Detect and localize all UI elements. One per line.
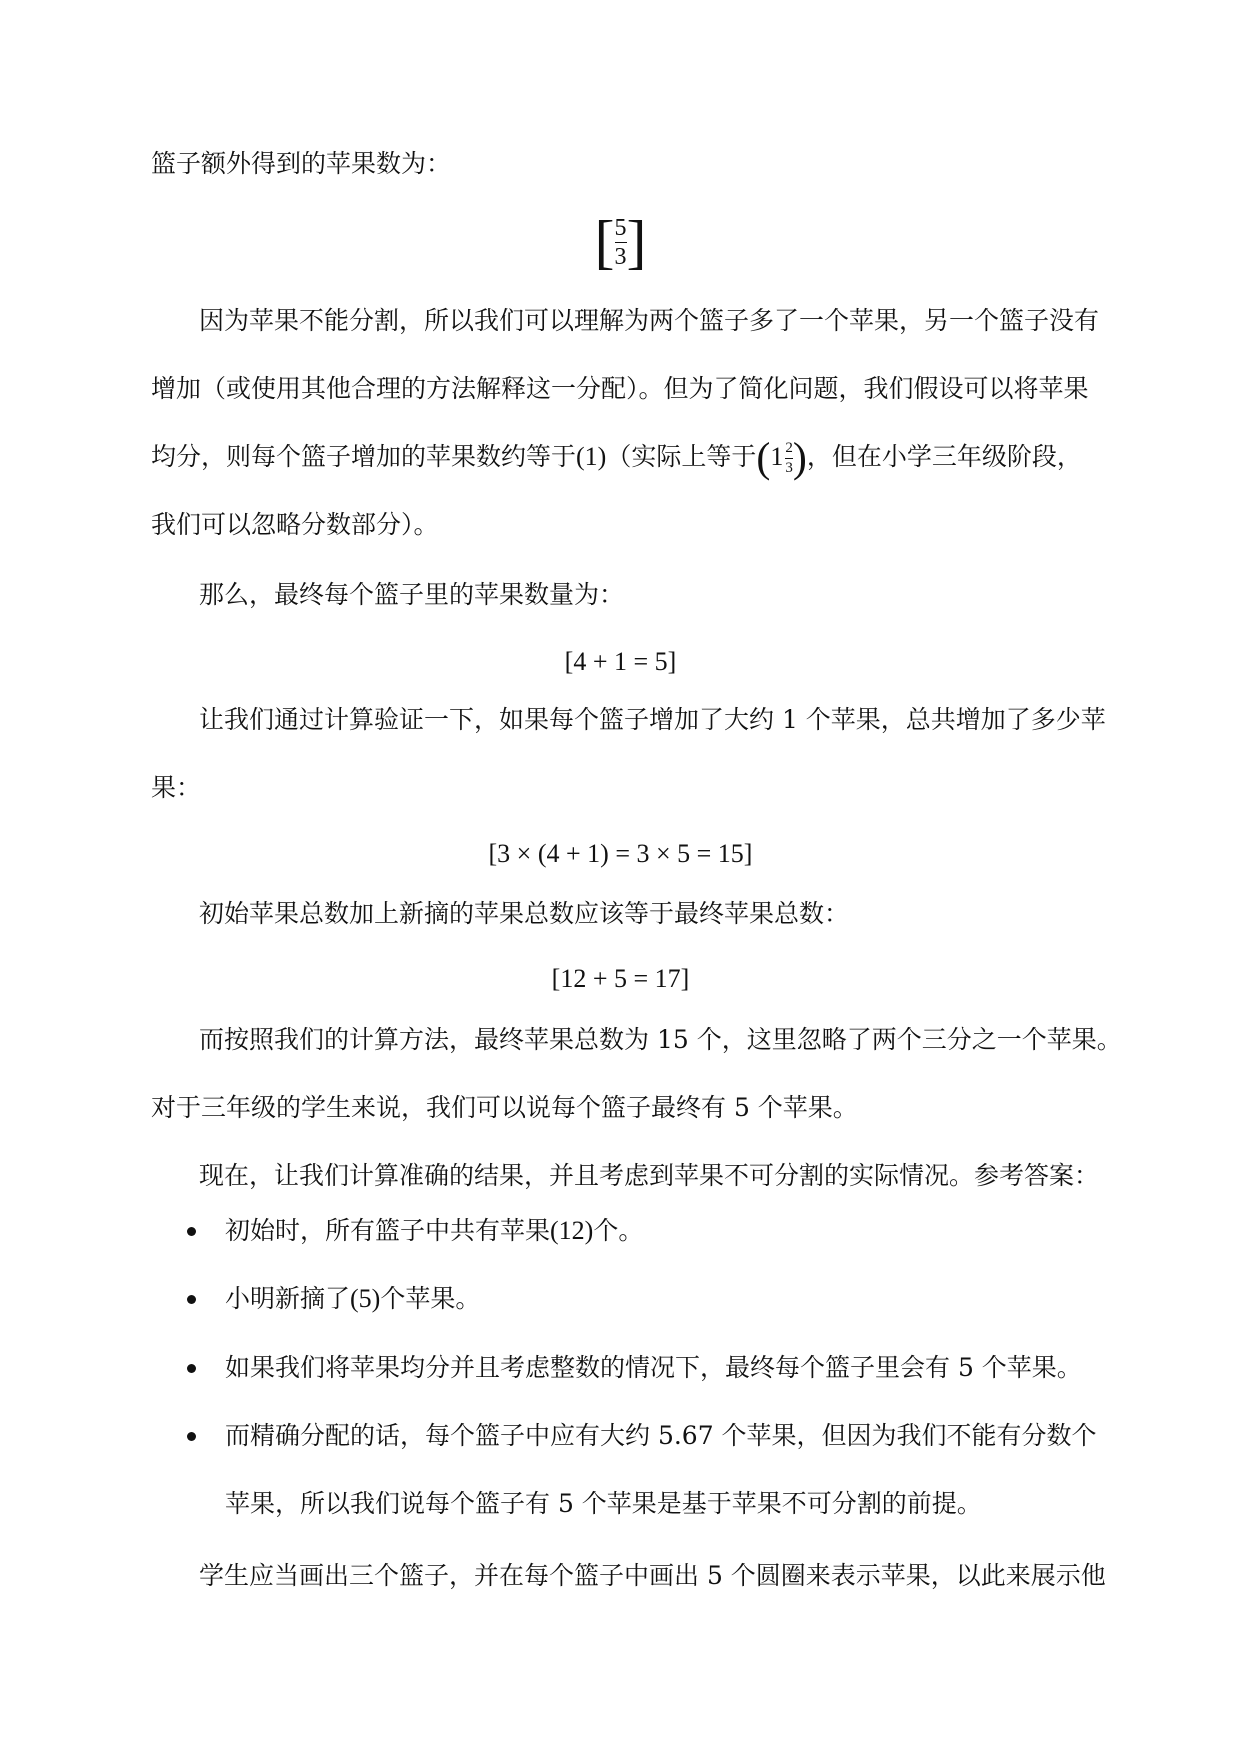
text-run: ，但在小学三年级阶段， — [806, 442, 1082, 471]
paragraph-line: 我们可以忽略分数部分）。 — [151, 510, 439, 539]
text-run: 初始时，所有篮子中共有苹果 — [225, 1216, 551, 1245]
text-run: 个。 — [593, 1216, 644, 1245]
list-item — [225, 1283, 480, 1315]
paragraph-line: 增加（或使用其他合理的方法解释这一分配）。但为了简化问题，我们假设可以将苹果 — [151, 374, 1089, 403]
paragraph-line: 对于三年级的学生来说，我们可以说每个篮子最终有 5 个苹果。 — [151, 1093, 858, 1122]
paragraph-line: 果： — [151, 773, 202, 802]
math-inline: (1) — [576, 442, 607, 471]
equation: [3 × (4 + 1) = 3 × 5 = 15] — [488, 839, 753, 868]
equation: [4 + 1 = 5] — [564, 647, 677, 676]
paragraph-line: 初始苹果总数加上新摘的苹果总数应该等于最终苹果总数： — [199, 899, 850, 928]
bullet-icon — [187, 1432, 196, 1441]
list-item — [225, 1215, 643, 1247]
bullet-icon — [187, 1295, 196, 1304]
paragraph-line: 因为苹果不能分割，所以我们可以理解为两个篮子多了一个苹果，另一个篮子没有 — [199, 306, 1100, 335]
mixed-fraction: $\frac{2}{3}$ — [785, 440, 793, 476]
text-run: 小明新摘了 — [225, 1284, 351, 1313]
bullet-icon — [187, 1364, 196, 1373]
text-run: （实际上等于 — [606, 442, 757, 471]
fraction-display: [ $\frac{5}{3}$ ] — [594, 209, 647, 275]
text-run: 个苹果。 — [380, 1284, 481, 1313]
math-inline: (5) — [350, 1284, 381, 1313]
bullet-icon — [187, 1227, 196, 1236]
list-item: 而精确分配的话，每个篮子中应有大约 5.67 个苹果，但因为我们不能有分数个 — [225, 1421, 1097, 1450]
paragraph-line: 而按照我们的计算方法，最终苹果总数为 15 个，这里忽略了两个三分之一个苹果。 — [199, 1025, 1122, 1054]
list-item-continuation: 苹果，所以我们说每个篮子有 5 个苹果是基于苹果不可分割的前提。 — [225, 1489, 982, 1518]
fraction: $\frac{5}{3}$ — [614, 214, 627, 270]
equation: [12 + 5 = 17] — [551, 964, 690, 993]
list-item: 如果我们将苹果均分并且考虑整数的情况下，最终每个篮子里会有 5 个苹果。 — [225, 1353, 1082, 1382]
paragraph-line: 均分，则每个篮子增加的苹果数约等于(1)（实际上等于(1 $\frac{2}{3}$ )，但在小学三年级阶段， — [151, 435, 1082, 482]
paragraph-line: 让我们通过计算验证一下，如果每个篮子增加了大约 1 个苹果，总共增加了多少苹 — [199, 705, 1106, 734]
math-inline: (12) — [550, 1216, 594, 1245]
paragraph-line: 篮子额外得到的苹果数为： — [151, 149, 452, 178]
text-run: 均分，则每个篮子增加的苹果数约等于 — [151, 442, 577, 471]
paragraph-line: 学生应当画出三个篮子，并在每个篮子中画出 5 个圆圈来表示苹果，以此来展示他 — [199, 1561, 1106, 1590]
paragraph-line: 现在，让我们计算准确的结果，并且考虑到苹果不可分割的实际情况。参考答案： — [199, 1161, 1100, 1190]
mixed-whole: 1 — [770, 442, 784, 471]
paragraph-line: 那么，最终每个篮子里的苹果数量为： — [199, 580, 625, 609]
